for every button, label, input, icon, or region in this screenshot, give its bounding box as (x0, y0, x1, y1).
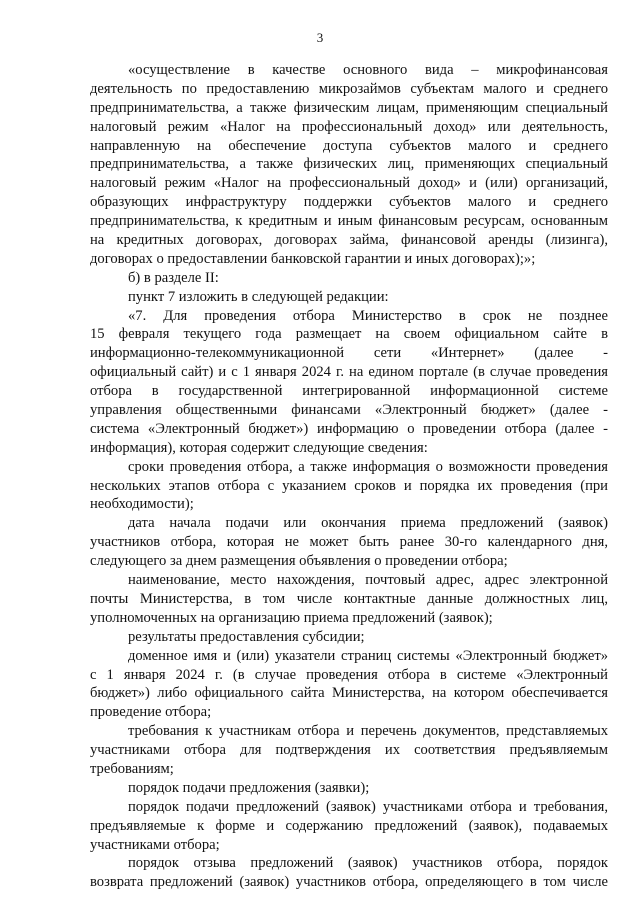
text-line: участниками отбора для подтверждения их соответствия предъявляемым (90, 742, 608, 759)
text-line: порядок подачи предложения (заявки); (128, 779, 370, 796)
text-line: нескольких этапов отбора с указанием сроков и порядка их проведения (при (90, 477, 608, 494)
text-line: официальный сайт) и с 1 января 2024 г. на едином портале (в случае проведения (90, 364, 608, 381)
text-line: порядок отзыва предложений (заявок) участников отбора, порядок (128, 855, 608, 872)
text-line: почты Министерства, в том числе контактные данные должностных лиц, (90, 590, 608, 607)
text-line: уполномоченных на организацию приема предложений (заявок); (90, 609, 493, 626)
text-line: налоговый режим «Налог на профессиональный доход» или деятельность, (90, 118, 608, 135)
text-line: результаты предоставления субсидии; (128, 628, 365, 645)
text-line: бюджет») либо официального сайта Министерства, на котором обеспечивается (90, 685, 608, 702)
text-line: информационно-телекоммуникационной сети «Интернет» (далее - (90, 345, 608, 362)
text-line: отбора в государственной интегрированной информационной системе (90, 383, 608, 400)
text-line: возврата предложений (заявок) участников отбора, определяющего в том числе (90, 874, 608, 891)
text-line: налоговый режим «Налог на профессиональный доход» и (или) организаций, (90, 175, 608, 192)
text-line: следующего за днем размещения объявления о проведении отбора; (90, 553, 508, 570)
text-line: «осуществление в качестве основного вида – микрофинансовая (128, 62, 608, 78)
text-line: предъявляемые к форме и содержанию предложений (заявок), подаваемых (90, 817, 608, 834)
text-line: б) в разделе II: (128, 269, 219, 286)
text-line: требованиям; (90, 760, 174, 777)
text-line: направленную на обеспечение доступа субъектов малого и среднего (90, 137, 608, 154)
text-line: пункт 7 изложить в следующей редакции: (128, 288, 389, 305)
text-line: предпринимательства, а также физическим лицам, применяющим специальный (90, 99, 608, 116)
text-line: договорах о предоставлении банковской гарантии и иных договорах);»; (90, 250, 536, 267)
text-line: участниками отбора; (90, 836, 220, 853)
text-line: на кредитных договорах, договорах займа, финансовой аренды (лизинга), (90, 232, 608, 249)
text-line: участников отбора, которая не может быть ранее 30-го календарного дня, (90, 534, 608, 551)
text-line: доменное имя и (или) указатели страниц системы «Электронный бюджет» (128, 647, 608, 664)
text-line: образующих инфраструктуру поддержки субъектов малого и среднего (90, 194, 608, 211)
text-line: с 1 января 2024 г. (в случае проведения отбора в системе «Электронный (90, 666, 608, 683)
text-line: проведение отбора; (90, 704, 212, 721)
text-line: наименование, место нахождения, почтовый адрес, адрес электронной (128, 572, 608, 589)
text-line: информация), которая содержит следующие сведения: (90, 439, 428, 456)
text-line: управления общественными финансами «Электронный бюджет» (далее - (90, 402, 608, 419)
text-line: деятельность по предоставлению микрозаймов субъектам малого и среднего (90, 80, 608, 97)
text-line: 15 февраля текущего года размещает на своем официальном сайте в (90, 326, 608, 343)
text-line: предпринимательства, а также физических лиц, применяющих специальный (90, 156, 608, 173)
text-line: порядок подачи предложений (заявок) участниками отбора и требования, (128, 798, 608, 815)
page-number: 3 (316, 30, 324, 45)
text-line: сроки проведения отбора, а также информация о возможности проведения (128, 458, 608, 475)
text-line: дата начала подачи или окончания приема предложений (заявок) (128, 515, 608, 532)
text-line: система «Электронный бюджет») информацию о проведении отбора (далее - (90, 420, 608, 437)
text-line: требования к участникам отбора и перечень документов, представляемых (128, 723, 608, 740)
document-body (90, 61, 608, 892)
text-line: необходимости); (90, 496, 194, 513)
text-line: предпринимательства, к кредитным и иным финансовым ресурсам, основанным (90, 213, 608, 230)
text-line: «7. Для проведения отбора Министерство в срок не позднее (128, 307, 608, 324)
